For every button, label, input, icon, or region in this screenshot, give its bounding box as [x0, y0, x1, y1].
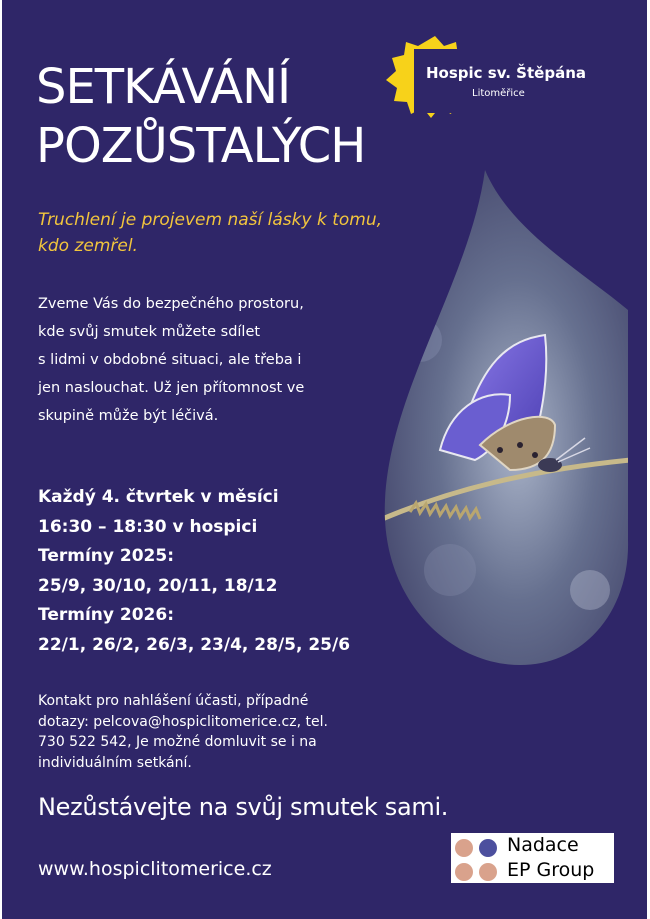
schedule-line: 22/1, 26/2, 26/3, 23/4, 28/5, 25/6 [38, 634, 351, 655]
contact-line: dotazy: pelcova@hospiclitomerice.cz, tel. [38, 713, 328, 730]
contact-line: Kontakt pro nahlášení účasti, případné [38, 693, 309, 709]
sponsor-dots-icon [454, 837, 500, 883]
schedule-line: Termíny 2026: [38, 605, 175, 626]
contact-info [38, 691, 328, 773]
sponsor-name-line-1: Nadace [507, 834, 579, 856]
tagline-line: kdo zemřel. [38, 236, 138, 256]
schedule-line: Termíny 2025: [38, 546, 175, 567]
slogan: Nezůstávejte na svůj smutek sami. [38, 793, 449, 821]
contact-line: individuálním setkání. [38, 754, 192, 771]
schedule [38, 483, 350, 661]
tagline-line: Truchlení je projevem naší lásky k tomu, [38, 210, 383, 230]
butterfly-drop-image [380, 160, 630, 670]
schedule-line: Každý 4. čtvrtek v měsíci [38, 487, 279, 507]
logo-city: Litoměřice [472, 88, 525, 99]
title-line-1: SETKÁVÁNÍ [36, 59, 291, 115]
poster [2, 0, 647, 919]
contact-line: 730 522 542, Je možné domluvit se i na [38, 734, 317, 750]
schedule-line: 16:30 – 18:30 v hospici [38, 516, 258, 537]
intro-line: jen naslouchat. Už jen přítomnost ve [38, 380, 305, 396]
tagline [38, 207, 382, 259]
intro-line: Zveme Vás do bezpečného prostoru, [38, 296, 304, 312]
intro-line: s lidmi v obdobné situaci, ale třeba i [38, 352, 302, 368]
title-line-2: POZŮSTALÝCH [36, 118, 366, 174]
intro-line: skupině může být léčivá. [38, 408, 219, 424]
sponsor-badge [451, 833, 614, 883]
logo-name: Hospic sv. Štěpána [426, 64, 586, 82]
intro-paragraph [38, 290, 304, 430]
page-title [36, 58, 365, 176]
website-link[interactable]: www.hospiclitomerice.cz [38, 858, 272, 880]
schedule-line: 25/9, 30/10, 20/11, 18/12 [38, 575, 278, 596]
intro-line: kde svůj smutek můžete sdílet [38, 324, 261, 340]
sponsor-name-line-2: EP Group [507, 859, 595, 881]
